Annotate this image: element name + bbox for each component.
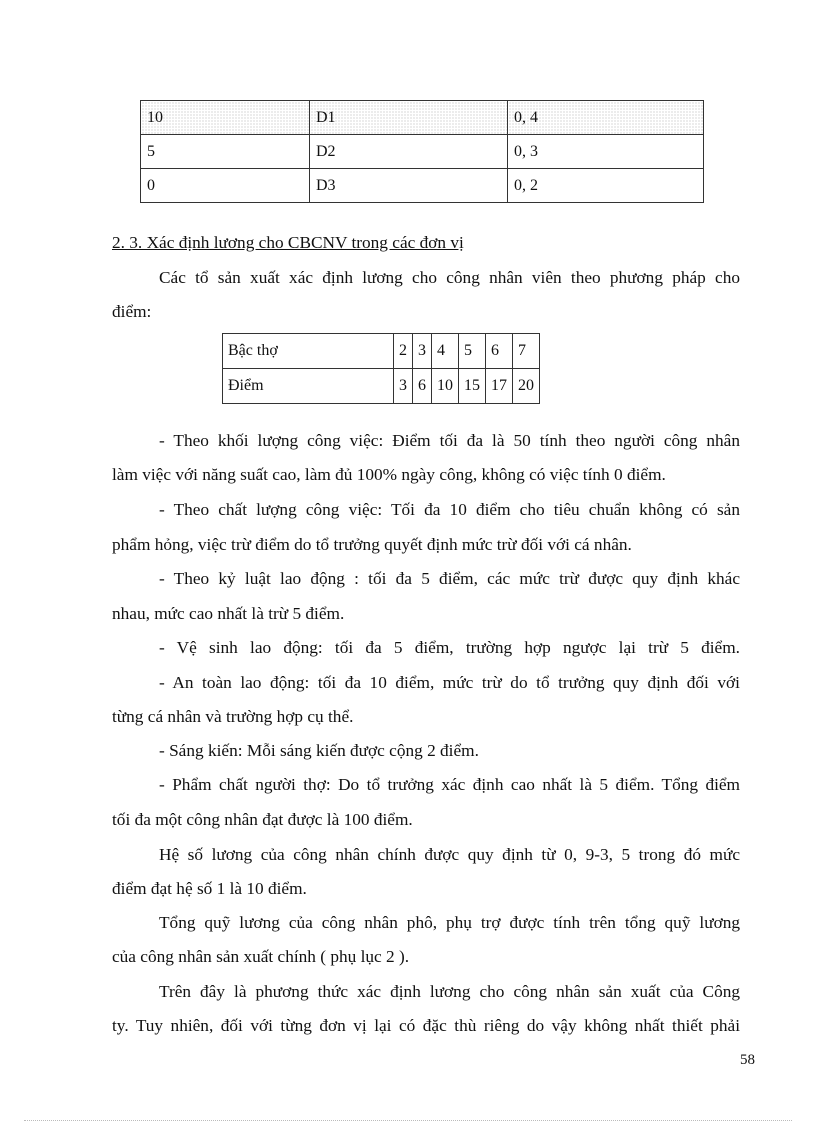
- table-cell: 0, 4: [508, 101, 704, 135]
- intro-line: điểm:: [112, 302, 152, 321]
- table-cell: 2: [394, 334, 413, 369]
- page-number: 58: [740, 1052, 755, 1068]
- body-line: phẩm hỏng, việc trừ điểm do tổ trưởng quyết định mức trừ đối với cá nhân.: [112, 535, 632, 554]
- body-line: - Theo kỷ luật lao động : tối đa 5 điểm, các mức trừ được quy định khác: [159, 569, 740, 588]
- section-heading: 2. 3. Xác định lương cho CBCNV trong các đơn vị: [112, 233, 464, 252]
- body-line: tối đa một công nhân đạt được là 100 điểm.: [112, 810, 413, 829]
- table-cell: 5: [141, 135, 310, 169]
- body-line: - Theo khối lượng công việc: Điểm tối đa là 50 tính theo người công nhân: [159, 431, 740, 450]
- table-cell: 15: [459, 369, 486, 404]
- footer-divider: [24, 1120, 792, 1121]
- body-line: Trên đây là phương thức xác định lương cho công nhân sản xuất của Công: [159, 982, 740, 1001]
- body-line: - An toàn lao động: tối đa 10 điểm, mức trừ do tổ trưởng quy định đối với: [159, 673, 740, 692]
- body-line: - Sáng kiến: Mỗi sáng kiến được cộng 2 điểm.: [159, 741, 479, 760]
- table-cell: 6: [413, 369, 432, 404]
- table-cell: 17: [486, 369, 513, 404]
- table-cell: 3: [394, 369, 413, 404]
- table-cell: 0, 2: [508, 169, 704, 203]
- worker-grade-table: [222, 333, 540, 404]
- table-cell: 7: [513, 334, 540, 369]
- table-cell: D1: [310, 101, 508, 135]
- body-line: của công nhân sản xuất chính ( phụ lục 2 ).: [112, 947, 410, 966]
- table-cell: 4: [432, 334, 459, 369]
- table-cell: D2: [310, 135, 508, 169]
- body-line: ty. Tuy nhiên, đối với từng đơn vị lại có đặc thù riêng do vậy không nhất thiết phải: [112, 1016, 740, 1035]
- table-row: [223, 334, 540, 369]
- body-line: - Vệ sinh lao động: tối đa 5 điểm, trường hợp ngược lại trừ 5 điểm.: [159, 638, 740, 657]
- table-cell: 6: [486, 334, 513, 369]
- body-line: - Theo chất lượng công việc: Tối đa 10 điểm cho tiêu chuẩn không có sản: [159, 500, 740, 519]
- table-cell: 5: [459, 334, 486, 369]
- table-cell: 10: [141, 101, 310, 135]
- table-cell: D3: [310, 169, 508, 203]
- body-line: Hệ số lương của công nhân chính được quy định từ 0, 9-3, 5 trong đó mức: [159, 845, 740, 864]
- table-row: [223, 369, 540, 404]
- table-cell: 3: [413, 334, 432, 369]
- table-cell: 0: [141, 169, 310, 203]
- table-cell: 0, 3: [508, 135, 704, 169]
- table-row: [141, 135, 704, 169]
- table-cell: Điểm: [223, 369, 394, 404]
- table-row: [141, 169, 704, 203]
- body-line: điểm đạt hệ số 1 là 10 điểm.: [112, 879, 307, 898]
- body-line: - Phẩm chất người thợ: Do tổ trưởng xác định cao nhất là 5 điểm. Tổng điểm: [159, 775, 740, 794]
- body-line: từng cá nhân và trường hợp cụ thể.: [112, 707, 354, 726]
- score-coefficient-table: [140, 100, 704, 203]
- table-cell: 10: [432, 369, 459, 404]
- body-line: Tổng quỹ lương của công nhân phô, phụ trợ được tính trên tổng quỹ lương: [159, 913, 740, 932]
- intro-line: Các tổ sản xuất xác định lương cho công nhân viên theo phương pháp cho: [159, 268, 740, 287]
- table-row: [141, 101, 704, 135]
- table-cell: 20: [513, 369, 540, 404]
- body-line: làm việc với năng suất cao, làm đủ 100% ngày công, không có việc tính 0 điểm.: [112, 465, 666, 484]
- table-cell: Bậc thợ: [223, 334, 394, 369]
- body-line: nhau, mức cao nhất là trừ 5 điểm.: [112, 604, 345, 623]
